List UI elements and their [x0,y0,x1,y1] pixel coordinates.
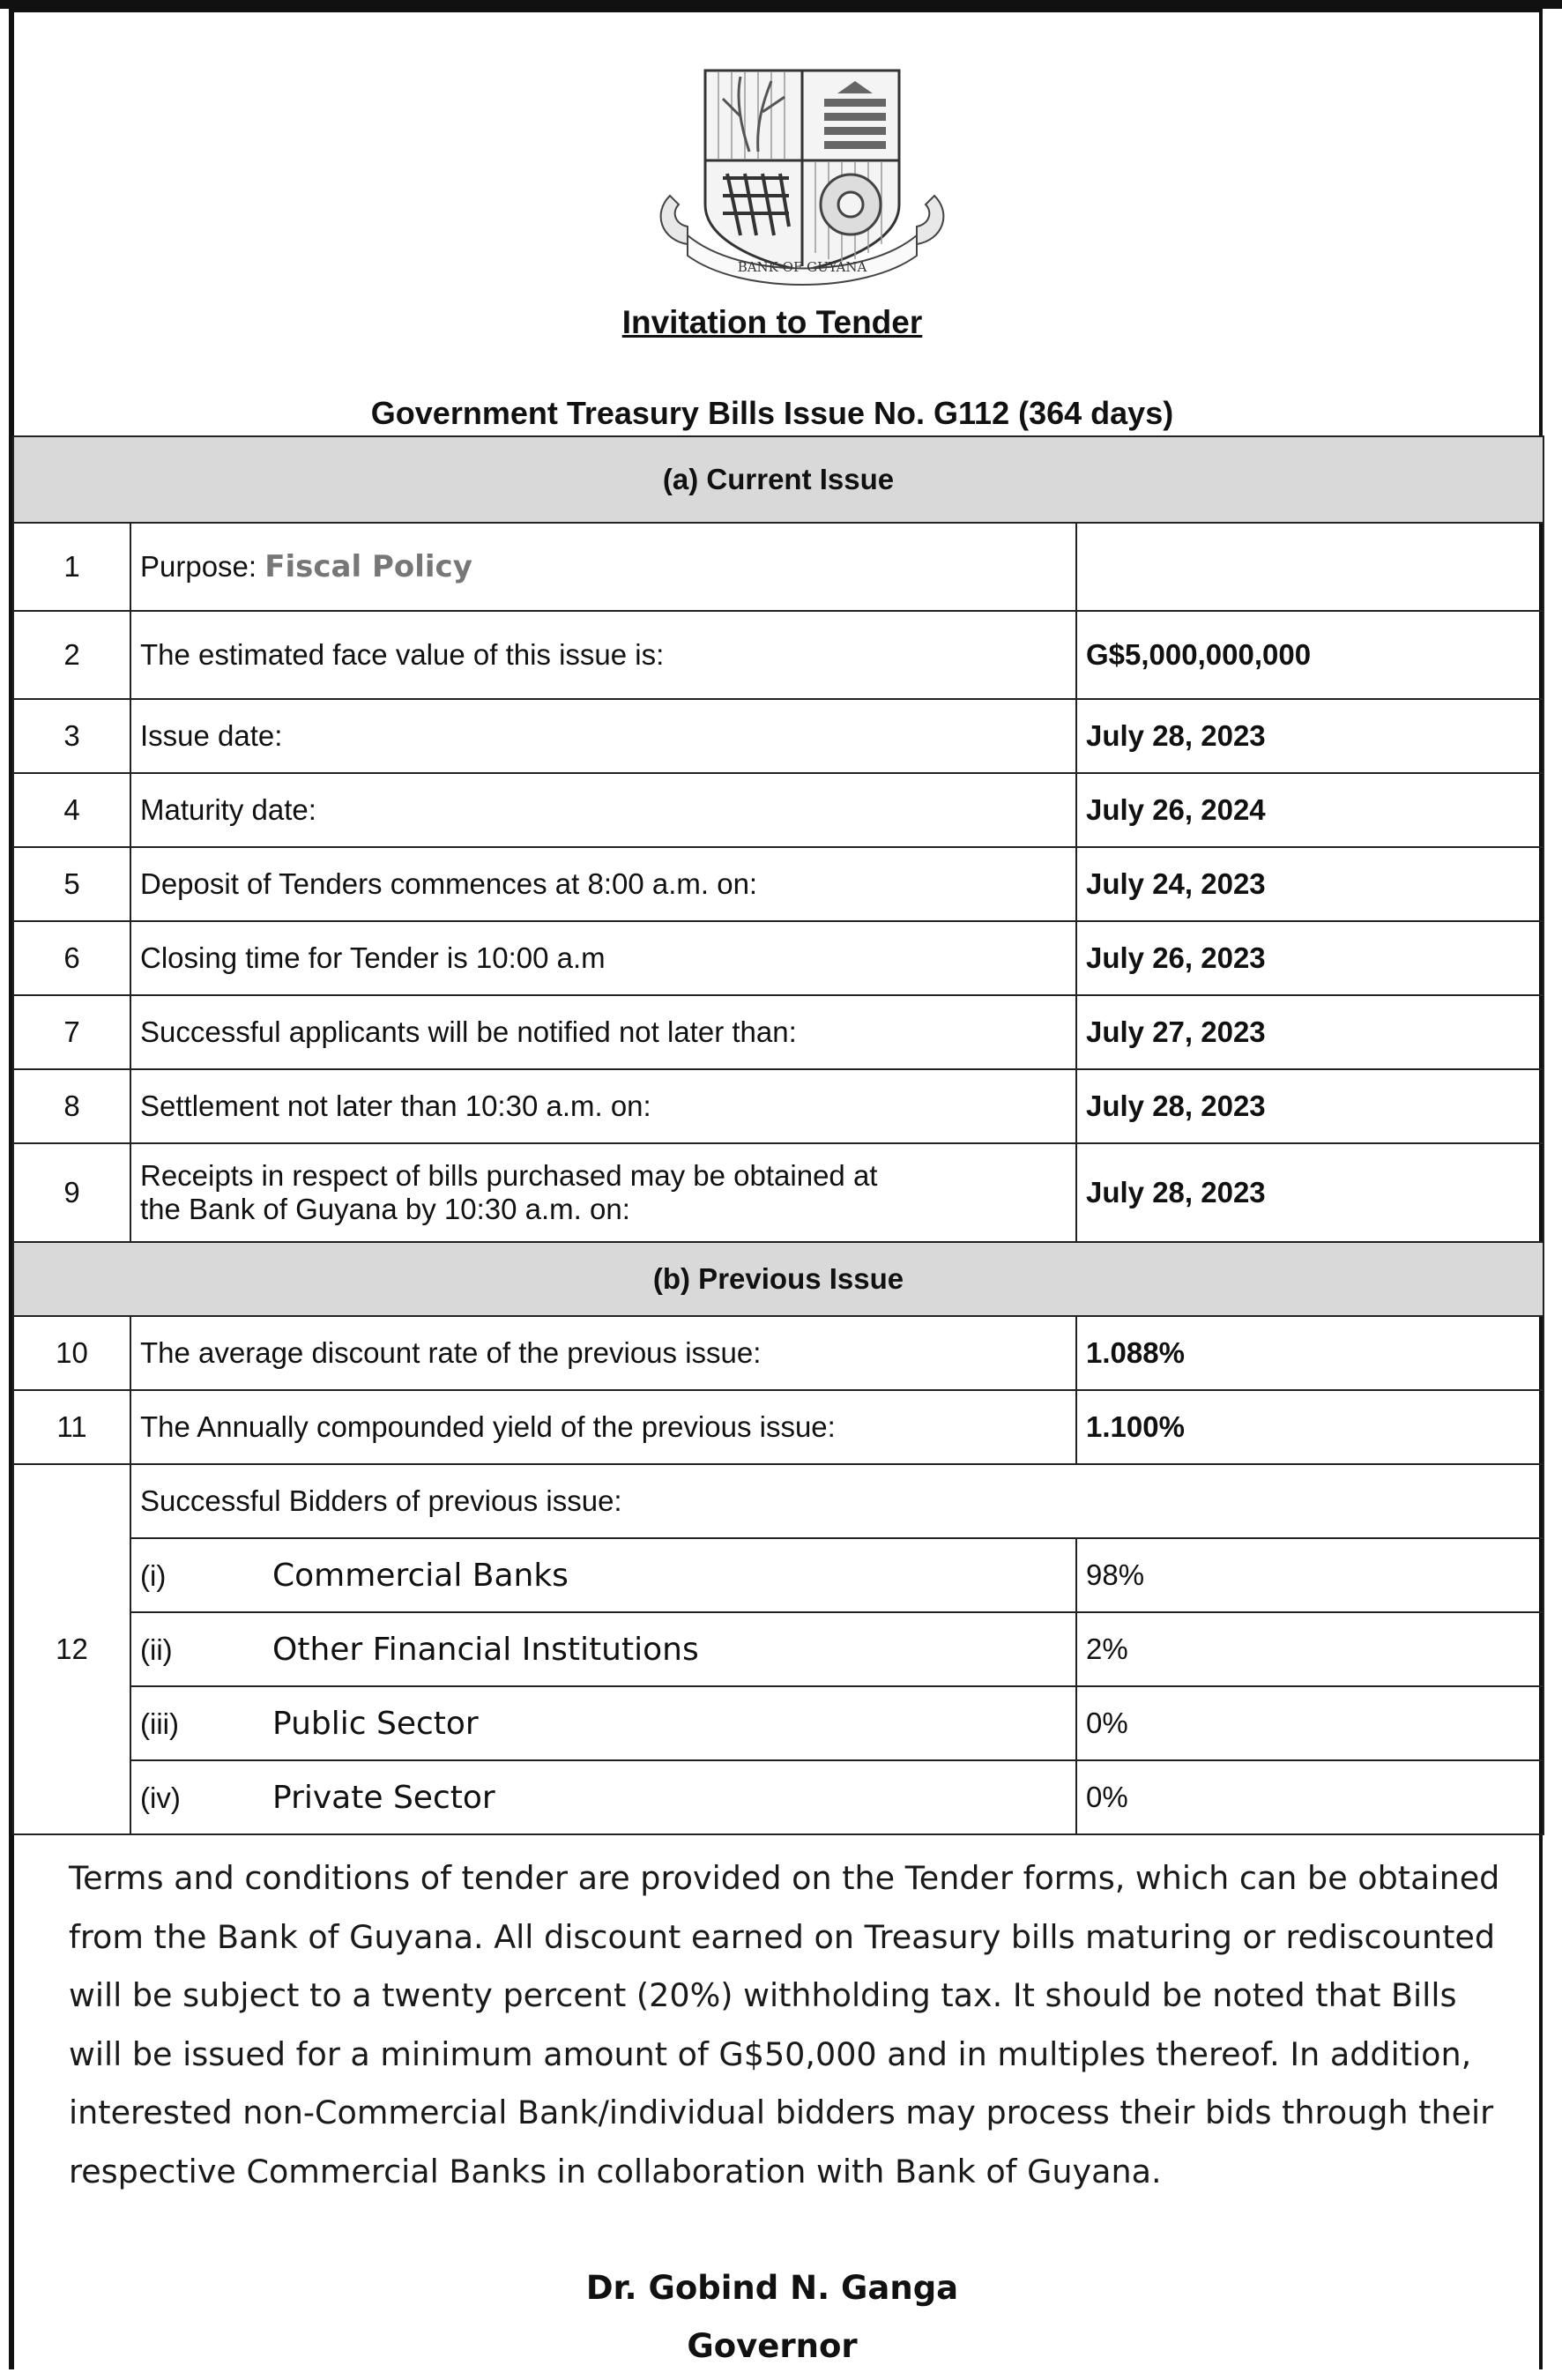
crest-motto: BANK OF GUYANA [737,259,867,275]
previous-issue-band [13,1242,1543,1316]
page-title: Invitation to Tender [621,304,923,340]
row-label: The estimated face value of this issue is: [130,611,1076,699]
terms-paragraph: Terms and conditions of tender are provided on the Tender forms, which can be obtained from the Bank of Guyana. All discount earned on Treasury bills maturing or rediscounted will be subject to a twenty percent (20%) withholding tax. It should be noted that Bills will be issued for a minimum amount of G$50,000 and in multiples thereof. In addition, interested non-Commercial Bank/individual bidders may process their bids through their respective Commercial Banks in collaboration with Bank of Guyana. [69,1859,1500,2190]
bidder-share: 98% [1076,1538,1543,1612]
bidder-index: (iv) [140,1781,181,1814]
bidder-category [130,1538,1076,1612]
bank-crest-logo [652,63,952,294]
row-label: Deposit of Tenders commences at 8:00 a.m. on: [130,847,1076,921]
row-label: Issue date: [130,699,1076,773]
row-number: 8 [13,1069,130,1143]
row-number: 12 [13,1464,130,1834]
bidder-row [13,1686,1543,1760]
row-label: Successful applicants will be notified not later than: [130,995,1076,1069]
bidder-category [130,1760,1076,1834]
row-number: 2 [13,611,130,699]
previous-issue-heading: (b) Previous Issue [13,1242,1543,1316]
row-number: 9 [13,1143,130,1242]
bidder-category [130,1686,1076,1760]
compounded-yield: 1.100% [1076,1390,1543,1464]
row-label: The Annually compounded yield of the previous issue: [130,1390,1076,1464]
signatory-name: Dr. Gobind N. Ganga [585,2269,959,2307]
receipts-label-line2: the Bank of Guyana by 10:30 a.m. on: [140,1193,630,1225]
row-number: 7 [13,995,130,1069]
bidder-row [13,1538,1543,1612]
receipts-date: July 28, 2023 [1076,1143,1543,1242]
purpose-value: Fiscal Policy [264,549,472,584]
bidder-name: Private Sector [272,1779,495,1816]
row-label [130,523,1076,611]
issue-date: July 28, 2023 [1076,699,1543,773]
bidder-index: (iii) [140,1707,179,1740]
issue-subtitle: Government Treasury Bills Issue No. G112 (364 days) [370,395,1174,431]
closing-date: July 26, 2023 [1076,921,1543,995]
table-row [13,847,1543,921]
receipts-label-line1: Receipts in respect of bills purchased may be obtained at [140,1159,878,1192]
table-row [13,1316,1543,1390]
table-row [13,773,1543,847]
current-issue-heading: (a) Current Issue [13,436,1543,523]
bidder-share: 0% [1076,1760,1543,1834]
table-row [13,1143,1543,1242]
row-number: 10 [13,1316,130,1390]
bidders-header-row [13,1464,1543,1538]
bidder-share: 0% [1076,1686,1543,1760]
deposit-date: July 24, 2023 [1076,847,1543,921]
bidder-index: (ii) [140,1633,173,1666]
bidder-name: Public Sector [272,1705,479,1742]
row-label: Closing time for Tender is 10:00 a.m [130,921,1076,995]
table-row [13,921,1543,995]
bidder-index: (i) [140,1558,167,1592]
table-row [13,611,1543,699]
row-number: 1 [13,523,130,611]
table-row [13,1069,1543,1143]
row-label [130,1143,1076,1242]
table-row [13,995,1543,1069]
tender-table [12,435,1544,1835]
table-row [13,699,1543,773]
row-number: 4 [13,773,130,847]
table-row [13,523,1543,611]
bidder-row [13,1612,1543,1686]
row-label: Settlement not later than 10:30 a.m. on: [130,1069,1076,1143]
discount-rate: 1.088% [1076,1316,1543,1390]
notification-date: July 27, 2023 [1076,995,1543,1069]
signatory-role: Governor [687,2327,858,2365]
maturity-date: July 26, 2024 [1076,773,1543,847]
settlement-date: July 28, 2023 [1076,1069,1543,1143]
face-value: G$5,000,000,000 [1076,611,1543,699]
current-issue-band [13,436,1543,523]
bidder-name: Other Financial Institutions [272,1631,699,1668]
row-number: 6 [13,921,130,995]
row-number: 3 [13,699,130,773]
bidder-name: Commercial Banks [272,1557,569,1594]
bidder-row [13,1760,1543,1834]
row-value-empty [1076,523,1543,611]
bidder-category [130,1612,1076,1686]
purpose-label: Purpose: [140,550,257,583]
bidders-label: Successful Bidders of previous issue: [130,1464,1543,1538]
bidder-share: 2% [1076,1612,1543,1686]
row-label: The average discount rate of the previous issue: [130,1316,1076,1390]
row-number: 5 [13,847,130,921]
table-row [13,1390,1543,1464]
row-label: Maturity date: [130,773,1076,847]
row-number: 11 [13,1390,130,1464]
